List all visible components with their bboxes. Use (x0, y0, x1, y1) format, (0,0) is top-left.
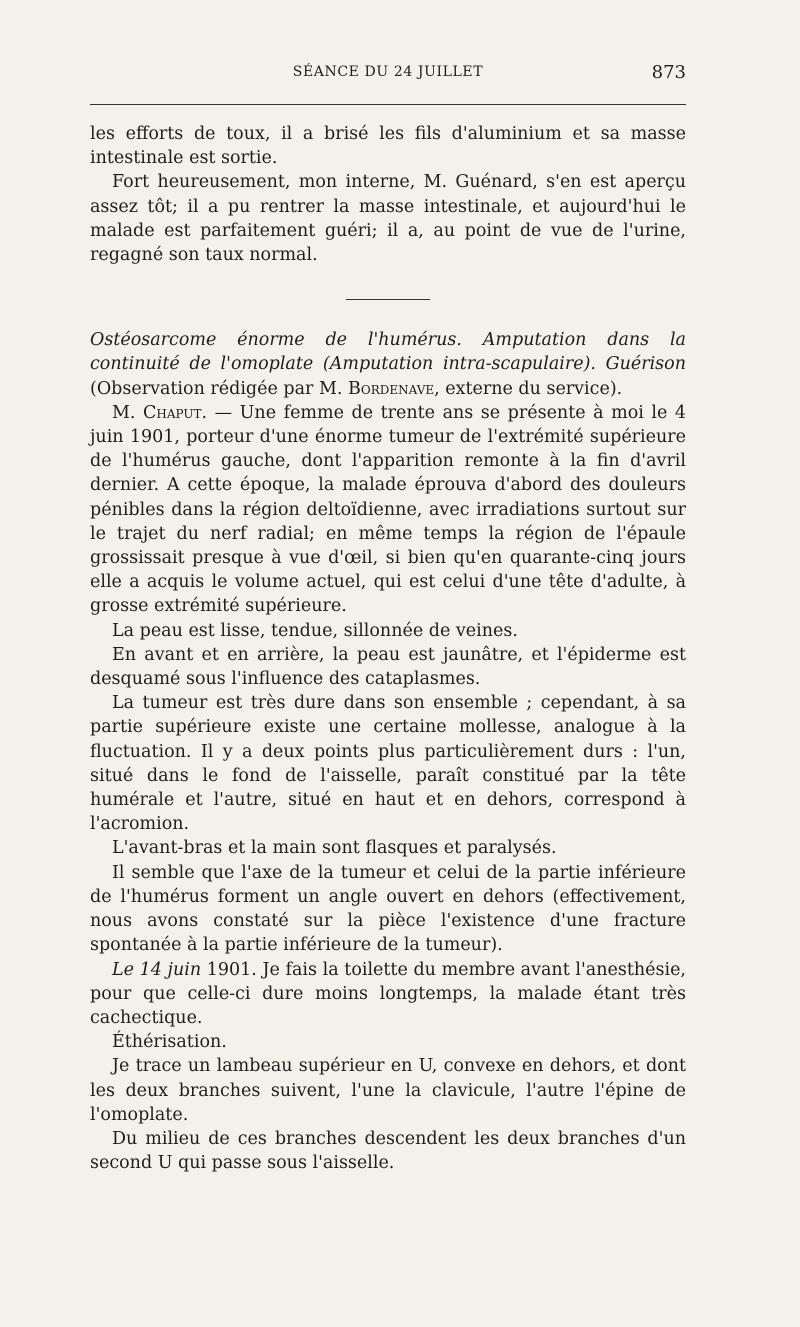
title-author: Bordenave (348, 378, 435, 399)
paragraph-continued: les efforts de toux, il a brisé les fils d'aluminium et sa masse intestinale est sortie. (90, 124, 686, 169)
section-separator (346, 299, 430, 300)
paragraph: La tumeur est très dure dans son ensemble ; cependant, à sa partie supérieure existe une certaine mollesse, analogue à la fluctuation. Il y a deux points plus particulièrement durs : l'un, situé dans le fond de l'aisselle, paraît constitué par la tête humérale et l'autre, situé en haut et en dehors, correspond à l'acromion. (90, 693, 686, 835)
dated-text: Je fais la toilette du membre avant l'anesthésie, pour que celle-ci dure moins longtemps, la malade étant très cachectique. (90, 959, 686, 1028)
paragraph: Je trace un lambeau supérieur en U, convexe en dehors, et dont les deux branches suivent, l'une la clavicule, l'autre l'épine de l'omoplate. (90, 1056, 686, 1125)
paragraph: L'avant-bras et la main sont flasques et paralysés. (112, 838, 557, 859)
running-title: SÉANCE DU 24 JUILLET (292, 64, 484, 80)
title-paren-1: (Amputation intra-scapulaire). (322, 354, 596, 375)
paragraph: Fort heureusement, mon interne, M. Guénard, s'en est aperçu assez tôt; il a pu rentrer la masse intestinale, et aujourd'hui le malade est parfaitement guéri; il a, au point de vue de l'urine, regagné son taux normal. (90, 172, 686, 266)
title-italic: Ostéosarcome énorme de l'humérus. Amputation dans la continuité de l'omoplate (90, 330, 686, 375)
speaker-paragraph (90, 401, 686, 619)
page-body (90, 122, 686, 1175)
title-italic-2: Guérison (605, 354, 686, 375)
dated-paragraph (90, 958, 686, 1031)
speaker-name: Chaput (143, 402, 202, 423)
paragraph: Du milieu de ces branches descendent les deux branches d'un second U qui passe sous l'aisselle. (90, 1128, 686, 1174)
paragraph: Éthérisation. (112, 1032, 227, 1053)
date: Le 14 juin (112, 959, 202, 980)
paragraph: La peau est lisse, tendue, sillonnée de veines. (112, 620, 518, 641)
speaker-text: . — Une femme de trente ans se présente à moi le 4 juin 1901, porteur d'une énorme tumeur de l'extrémité supérieure de l'humérus gauche, dont l'apparition remonte à la fin d'avril dernier. A cette époque, la malade éprouva d'abord des douleurs pénibles dans la région deltoïdienne, avec irradiations surtout sur le trajet du nerf radial; en même temps la région de l'épaule grossissait presque à vue d'œil, si bien qu'en quarante-cinq jours elle a acquis le volume actuel, qui est celui d'une tête d'adulte, à grosse extrémité supérieure. (90, 402, 686, 617)
title-paren-2-start: (Observation rédigée par M. (90, 378, 343, 399)
paragraph: Il semble que l'axe de la tumeur et celui de la partie inférieure de l'humérus forment un angle ouvert en dehors (effectivement, nous avons constaté sur la pièce l'existence d'une fracture spontanée à la partie inférieure de la tumeur). (90, 862, 686, 956)
title-paren-2-end: , externe du service). (434, 378, 623, 399)
speaker-prefix: M. (112, 402, 136, 423)
page-number: 873 (651, 62, 686, 83)
running-header (90, 64, 686, 90)
paragraph: En avant et en arrière, la peau est jaunâtre, et l'épiderme est desquamé sous l'influence des cataplasmes. (90, 644, 686, 690)
year: 1901. (206, 959, 257, 980)
article-title (90, 328, 686, 401)
header-rule (90, 104, 686, 105)
